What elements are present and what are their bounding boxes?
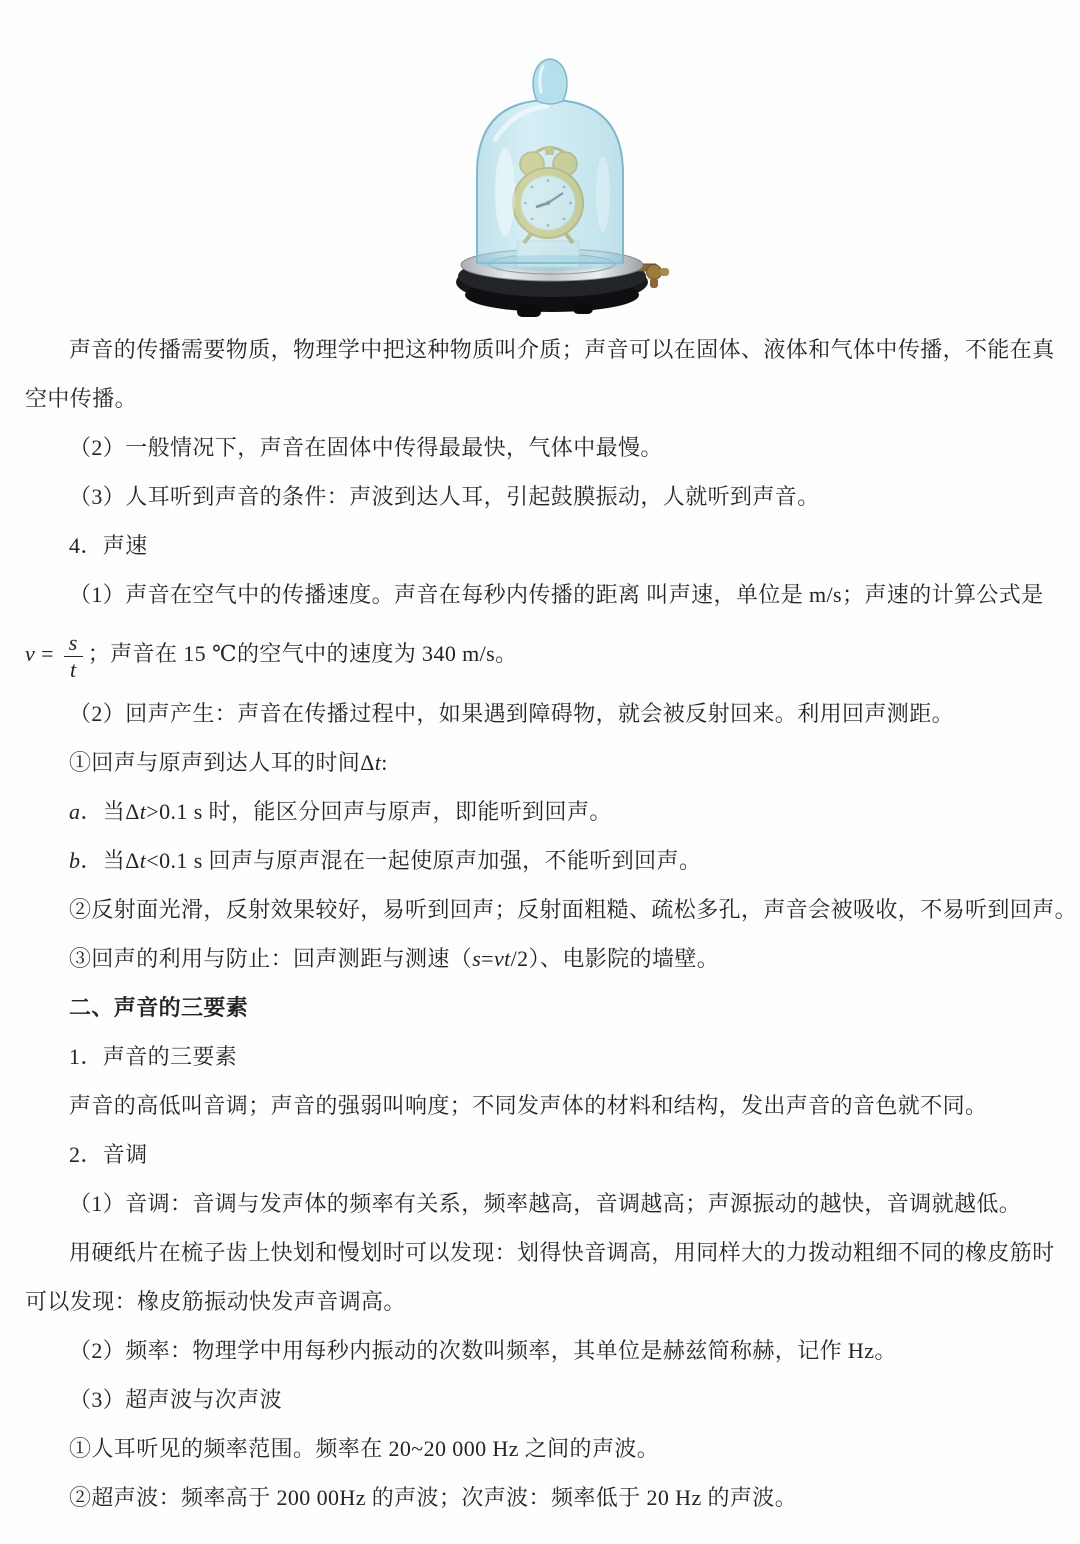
speed-formula-line (25, 619, 1075, 689)
fraction-s-over-t (64, 630, 83, 682)
formula-v: v (25, 641, 36, 666)
italic-s: s (472, 946, 482, 971)
base-foot (573, 302, 593, 314)
text-line: （3）人耳听到声音的条件：声波到达人耳，引起鼓膜振动，人就听到声音。 (69, 484, 820, 509)
fraction-numerator: s (64, 630, 83, 657)
text-line: 用硬纸片在梳子齿上快划和慢划时可以发现：划得快音调高，用同样大的力拨动粗细不同的橡皮筋时 (69, 1240, 1055, 1265)
figure-bell-jar-experiment (455, 52, 675, 324)
text-line: （2）一般情况下，声音在固体中传得最最快，气体中最慢。 (69, 435, 663, 460)
text-run: ．当Δ (80, 799, 140, 824)
text-line: 空中传播。 (25, 386, 138, 411)
text-line (25, 934, 1075, 983)
text-line: （1）声音在空气中的传播速度。声音在每秒内传播的距离 叫声速，单位是 m/s；声速的计算公式是 (69, 582, 1044, 607)
text-line: （1）音调：音调与发声体的频率有关系，频率越高，音调越高；声源振动的越快，音调就越低。 (69, 1191, 1022, 1216)
bell-jar-illustration (455, 52, 675, 324)
text-line: （3）超声波与次声波 (69, 1387, 283, 1412)
text-run: ③回声的利用与防止：回声测距与测速（ (69, 946, 473, 971)
text-run: <0.1 s 回声与原声混在一起使原声加强，不能听到回声。 (146, 848, 702, 873)
formula-equals: = (35, 641, 60, 666)
text-line (25, 787, 1075, 836)
italic-vt: vt (493, 946, 511, 971)
text-run: = (481, 946, 494, 971)
text-line (25, 738, 1075, 787)
text-line: ②反射面光滑，反射效果较好，易听到回声；反射面粗糙、疏松多孔，声音会被吸收，不易听到回声。 (69, 897, 1078, 922)
item-2-pitch: 2．音调 (69, 1142, 148, 1167)
text-line: （2）频率：物理学中用每秒内振动的次数叫频率，其单位是赫兹简称赫，记作 Hz。 (69, 1338, 897, 1363)
formula-rest-text: ；声音在 15 ℃的空气中的速度为 340 m/s。 (87, 641, 518, 666)
text-line: 1．声音的三要素 (69, 1044, 238, 1069)
text-line: 可以发现：橡皮筋振动快发声音调高。 (25, 1289, 406, 1314)
document-body (25, 325, 1078, 1522)
section-heading-three-elements: 二、声音的三要素 (69, 995, 249, 1020)
text-run: >0.1 s 时，能区分回声与原声，即能听到回声。 (146, 799, 612, 824)
fraction-denominator: t (70, 656, 77, 682)
text-run: ①回声与原声到达人耳的时间Δ (69, 750, 375, 775)
text-line (25, 836, 1075, 885)
italic-t: t (139, 799, 147, 824)
dome-knob (533, 59, 567, 104)
text-line: ②超声波：频率高于 200 00Hz 的声波；次声波：频率低于 20 Hz 的声波。 (69, 1485, 798, 1510)
italic-t: t (139, 848, 147, 873)
text-run: : (381, 750, 388, 775)
italic-b-label: b (69, 848, 81, 873)
text-run: ．当Δ (80, 848, 140, 873)
text-run: /2）、电影院的墙壁。 (510, 946, 720, 971)
italic-a-label: a (69, 799, 81, 824)
text-line: （2）回声产生：声音在传播过程中，如果遇到障碍物，就会被反射回来。利用回声测距。 (69, 701, 955, 726)
base-foot (517, 304, 541, 317)
text-line: 声音的传播需要物质，物理学中把这种物质叫介质；声音可以在固体、液体和气体中传播，不能在真 (69, 337, 1055, 362)
text-line: ①人耳听见的频率范围。频率在 20~20 000 Hz 之间的声波。 (69, 1436, 660, 1461)
text-line: 声音的高低叫音调；声音的强弱叫响度；不同发声体的材料和结构，发出声音的音色就不同。 (69, 1093, 988, 1118)
italic-t: t (374, 750, 382, 775)
item-4-sound-speed: 4．声速 (69, 533, 148, 558)
glass-dome (477, 59, 623, 271)
